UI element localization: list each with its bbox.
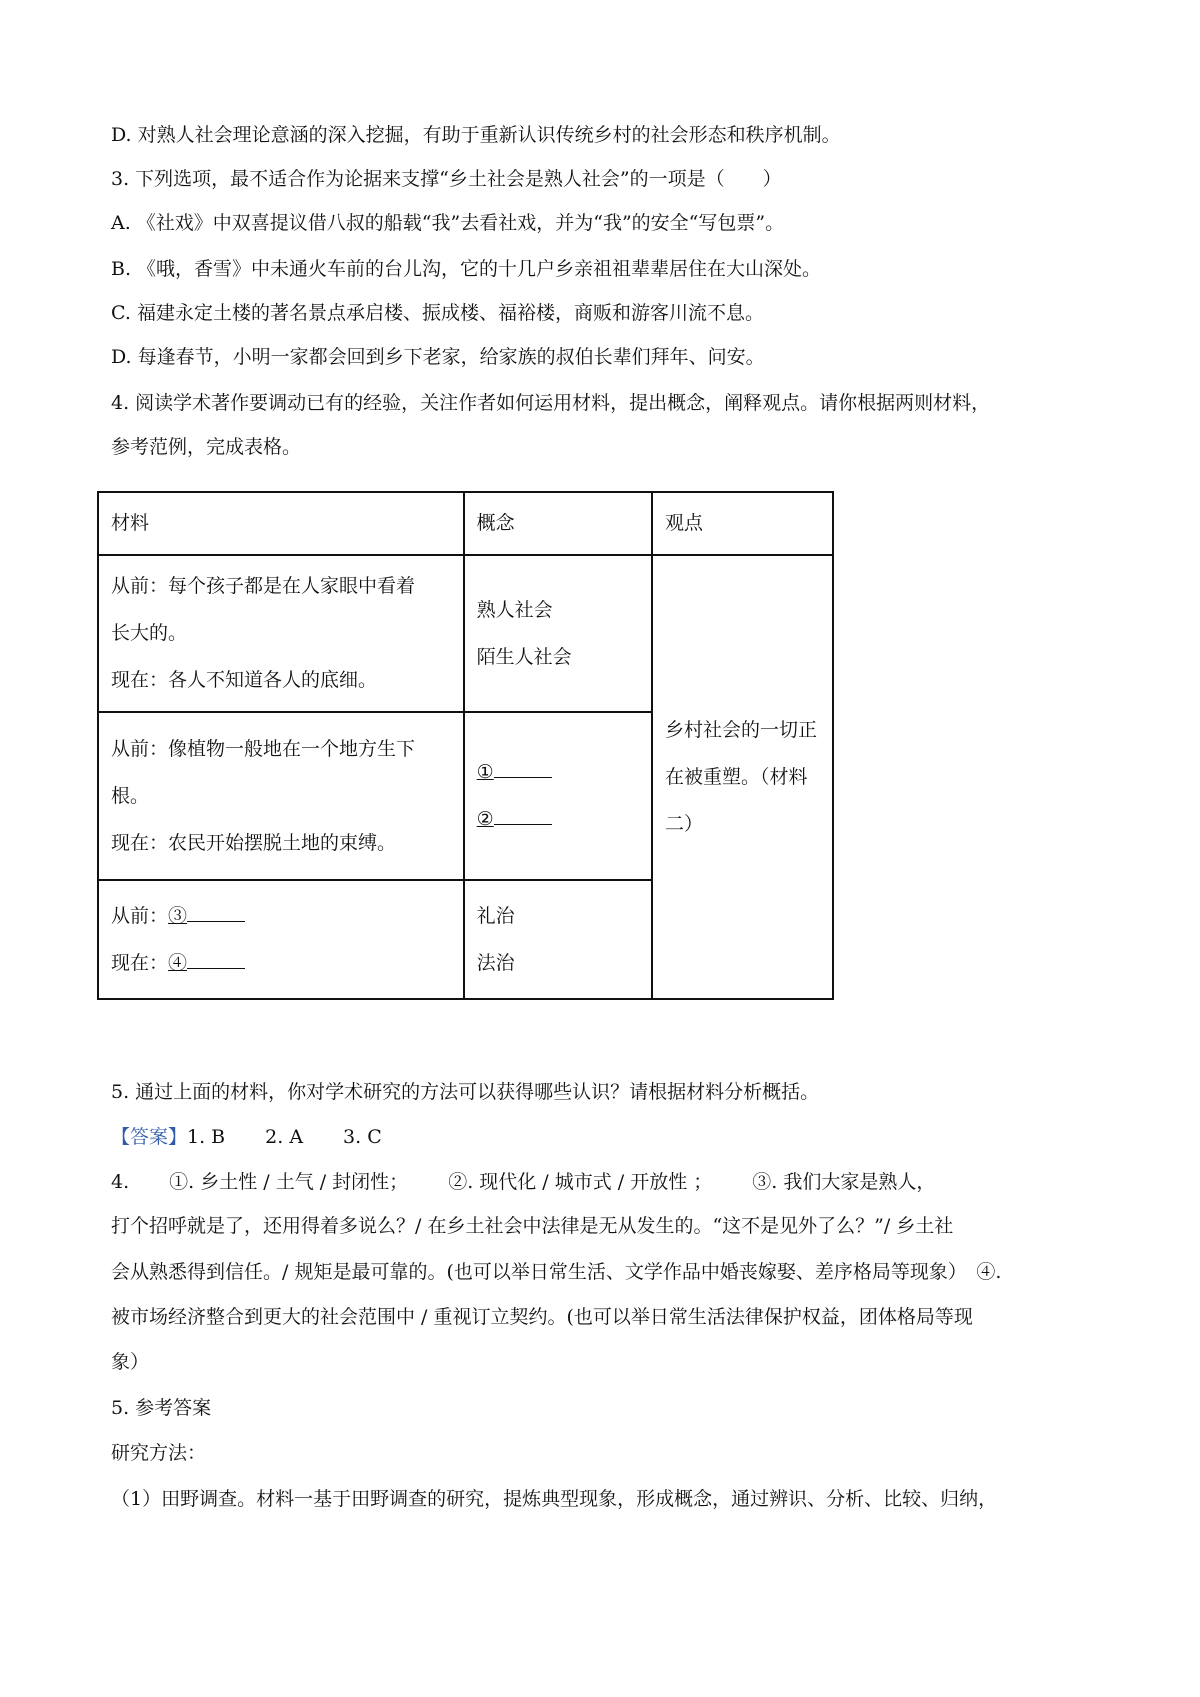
concept-cell-2 xyxy=(464,712,652,880)
viewpoint-cell: 乡村社会的一切正在被重塑。（材料二） xyxy=(652,555,833,999)
answer-5-heading: 5. 参考答案 xyxy=(111,1397,212,1419)
material-cell-2 xyxy=(98,712,464,880)
answer-tag: 【答案】 xyxy=(111,1126,188,1148)
answer-1: 1. B xyxy=(187,1126,226,1148)
material-table xyxy=(97,491,834,1000)
answer-4-line-1 xyxy=(111,1169,935,1195)
blank-1-number: ① xyxy=(476,761,494,783)
material-2-line-2: 根。 xyxy=(111,784,150,807)
answer-4-line-4: 被市场经济整合到更大的社会范围中 / 重视订立契约。(也可以举日常生活法律保护权益，团体格局等现 xyxy=(111,1306,973,1328)
material-1-line-2: 长大的。 xyxy=(111,622,188,644)
concept-cell-3 xyxy=(464,880,652,999)
concept-blank-2[interactable] xyxy=(477,796,639,843)
answer-4-line-3: 会从熟悉得到信任。/ 规矩是最可靠的。(也可以举日常生活、文学作品中婚丧嫁娶、差序格局等现象） ④. xyxy=(111,1261,1002,1283)
material-2-line-3: 现在：农民开始摆脱土地的束缚。 xyxy=(111,831,397,854)
material-cell-1 xyxy=(98,555,464,712)
answer-3: 3. C xyxy=(343,1126,382,1148)
header-material: 材料 xyxy=(98,492,464,555)
blank-3-number: ③ xyxy=(168,904,188,927)
q3-option-b: B. 《哦，香雪》中未通火车前的台儿沟，它的十几户乡亲祖祖辈辈居住在大山深处。 xyxy=(111,258,822,280)
q4-stem-line2: 参考范例，完成表格。 xyxy=(111,436,302,458)
answer-5-subheading: 研究方法： xyxy=(111,1442,207,1464)
blank-3-line xyxy=(187,903,245,922)
concept-3-line-1: 礼治 xyxy=(476,904,515,927)
material-blank-3[interactable] xyxy=(111,893,451,940)
answer-5-item-1: （1）田野调查。材料一基于田野调查的研究，提炼典型现象，形成概念，通过辨识、分析、比较、归纳， xyxy=(111,1488,998,1510)
table-row xyxy=(98,555,833,712)
blank-2-line xyxy=(494,806,552,825)
q3-option-c: C. 福建永定土楼的著名景点承启楼、振成楼、福裕楼，商贩和游客川流不息。 xyxy=(111,302,764,324)
table-header-row xyxy=(98,492,833,555)
material-1-line-3: 现在：各人不知道各人的底细。 xyxy=(111,669,378,691)
answer-2: 2. A xyxy=(265,1126,304,1148)
material-cell-3 xyxy=(98,880,464,999)
concept-blank-1[interactable] xyxy=(477,749,639,796)
blank-2-number: ② xyxy=(476,808,494,830)
material-2-line-1: 从前：像植物一般地在一个地方生下 xyxy=(111,737,416,760)
q4-stem-line1: 4. 阅读学术著作要调动已有的经验，关注作者如何运用材料，提出概念，阐释观点。请你根据两则材料， xyxy=(111,392,991,414)
answer-4-part-1: ①. 乡土性 / 土气 / 封闭性； xyxy=(169,1171,409,1193)
header-viewpoint: 观点 xyxy=(652,492,833,555)
material-blank-4[interactable] xyxy=(111,940,451,987)
material-1-line-1: 从前：每个孩子都是在人家眼中看着 xyxy=(111,575,416,597)
concept-3-line-2: 法治 xyxy=(476,951,515,974)
answer-4-part-3: ③. 我们大家是熟人， xyxy=(752,1171,936,1193)
q3-option-d: D. 每逢春节，小明一家都会回到乡下老家，给家族的叔伯长辈们拜年、问安。 xyxy=(111,346,765,368)
q5-stem: 5. 通过上面的材料，你对学术研究的方法可以获得哪些认识？请根据材料分析概括。 xyxy=(111,1081,820,1103)
blank-1-line xyxy=(494,759,552,778)
material-3-prefix-1: 从前： xyxy=(111,904,169,927)
blank-4-number: ④ xyxy=(168,951,188,974)
blank-4-line xyxy=(187,950,245,969)
q3-stem: 3. 下列选项，最不适合作为论据来支撑“乡土社会是熟人社会”的一项是（ ） xyxy=(111,168,782,190)
header-concept: 概念 xyxy=(464,492,652,555)
concept-cell-1 xyxy=(464,555,652,712)
answer-key-line xyxy=(111,1124,382,1150)
answer-4-line-2: 打个招呼就是了，还用得着多说么？/ 在乡土社会中法律是无从发生的。“这不是见外了么？”/ 乡土社 xyxy=(111,1215,954,1237)
material-3-prefix-2: 现在： xyxy=(111,951,169,974)
concept-1-line-1: 熟人社会 xyxy=(476,598,553,621)
answer-4-line-5: 象） xyxy=(111,1351,150,1373)
answer-4-number: 4. xyxy=(111,1171,130,1193)
q3-option-a: A. 《社戏》中双喜提议借八叔的船载“我”去看社戏，并为“我”的安全“写包票”。 xyxy=(111,212,785,234)
q2-option-d: D. 对熟人社会理论意涵的深入挖掘，有助于重新认识传统乡村的社会形态和秩序机制。 xyxy=(111,124,841,146)
concept-1-line-2: 陌生人社会 xyxy=(476,645,572,668)
answer-4-part-2: ②. 现代化 / 城市式 / 开放性 ； xyxy=(448,1171,713,1193)
